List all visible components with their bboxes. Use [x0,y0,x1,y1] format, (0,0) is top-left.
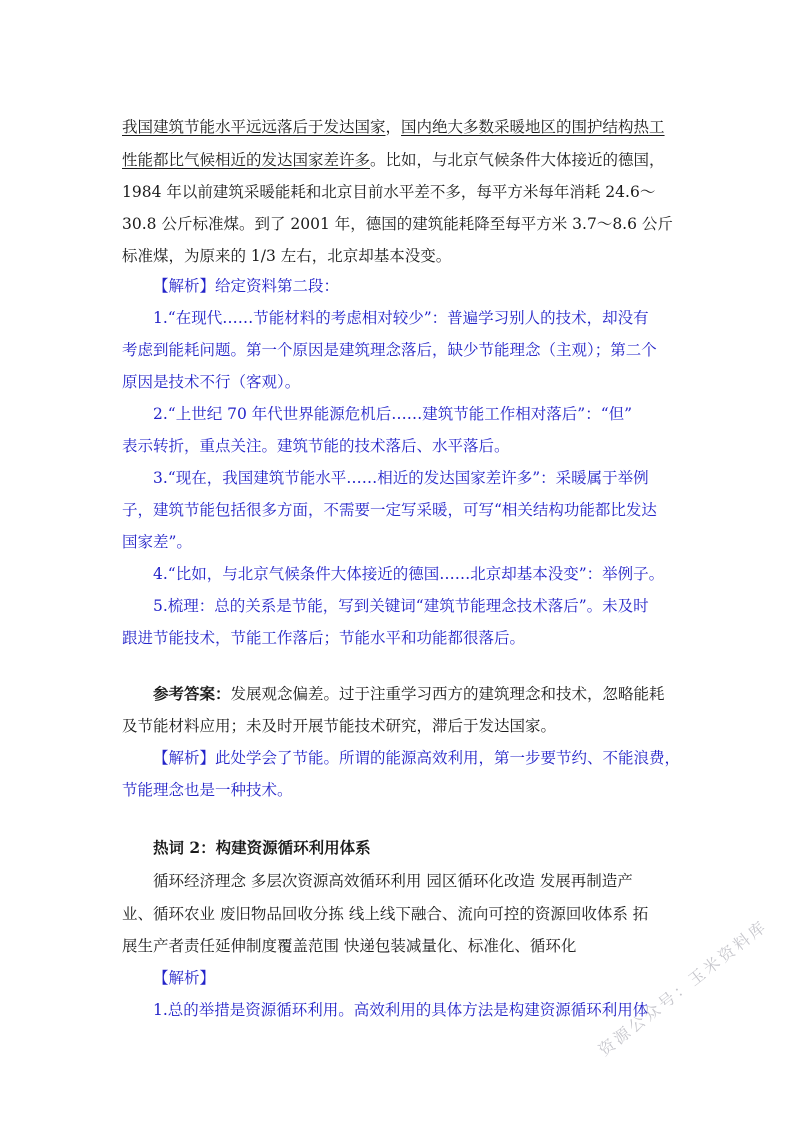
answer-line [153,684,723,704]
analysis-line: 原因是技术不行（客观）。 [122,373,301,391]
paragraph-line: 1984 年以前建筑采暖能耗和北京目前水平差不多，每平方米每年消耗 24.6～ [122,183,656,201]
analysis-heading: 【解析】给定资料第二段： [153,277,340,295]
answer-label: 参考答案： [153,684,231,703]
analysis-line: 考虑到能耗问题。第一个原因是建筑理念落后，缺少节能理念（主观）；第二个 [122,341,657,359]
watermark: 资源公众号：玉米资料库 [594,916,772,1060]
analysis-line: 1.总的举措是资源循环利用。高效利用的具体方法是构建资源循环利用体 [153,1001,649,1019]
analysis-line: 子，建筑节能包括很多方面，不需要一定写采暖，可写“相关结构功能都比发达 [122,501,657,519]
paragraph-text: 。比如，与北京气候条件大体接近的德国， [370,151,665,169]
analysis-line: 5.梳理：总的关系是节能，写到关键词“建筑节能理念技术落后”。未及时 [153,597,649,615]
analysis-line: 4.“比如，与北京气候条件大体接近的德国……北京却基本没变”：举例子。 [153,565,665,583]
underlined-text: 性能都比气候相近的发达国家差许多 [122,151,371,169]
analysis-line: 节能理念也是一种技术。 [122,781,293,799]
analysis-line: 【解析】此处学会了节能。所谓的能源高效利用，第一步要节约、不能浪费， [153,749,681,767]
analysis-line: 跟进节能技术，节能工作落后；节能水平和功能都很落后。 [122,629,526,647]
answer-text: 发展观念偏差。过于注重学习西方的建筑理念和技术，忽略能耗 [230,685,665,703]
punctuation: ， [385,118,402,136]
paragraph-line [122,150,692,170]
analysis-line: 国家差”。 [122,533,192,551]
keyword-line: 展生产者责任延伸制度覆盖范围 快递包装减量化、标准化、循环化 [122,937,577,955]
section-title: 热词 2：构建资源循环利用体系 [153,838,371,857]
analysis-line: 2.“上世纪 70 年代世界能源危机后……建筑节能工作相对落后”：“但” [153,405,633,423]
paragraph-line [122,117,692,137]
analysis-line: 3.“现在，我国建筑节能水平……相近的发达国家差许多”：采暖属于举例 [153,469,649,487]
underlined-text: 国内绝大多数采暖地区的围护结构热工 [401,118,665,136]
keyword-line: 业、循环农业 废旧物品回收分拣 线上线下融合、流向可控的资源回收体系 拓 [122,905,649,923]
keyword-line: 循环经济理念 多层次资源高效循环利用 园区循环化改造 发展再制造产 [153,872,633,890]
paragraph-line: 标准煤，为原来的 1/3 左右，北京却基本没变。 [122,247,452,265]
underlined-text: 我国建筑节能水平远远落后于发达国家 [122,118,386,136]
analysis-line: 表示转折，重点关注。建筑节能的技术落后、水平落后。 [122,437,510,455]
paragraph-line: 30.8 公斤标准煤。到了 2001 年，德国的建筑能耗降至每平方米 3.7～8.6 公斤 [122,215,673,233]
analysis-heading: 【解析】 [153,969,216,987]
analysis-line: 1.“在现代……节能材料的考虑相对较少”：普遍学习别人的技术，却没有 [153,309,649,327]
answer-line: 及节能材料应用；未及时开展节能技术研究，滞后于发达国家。 [122,717,557,735]
